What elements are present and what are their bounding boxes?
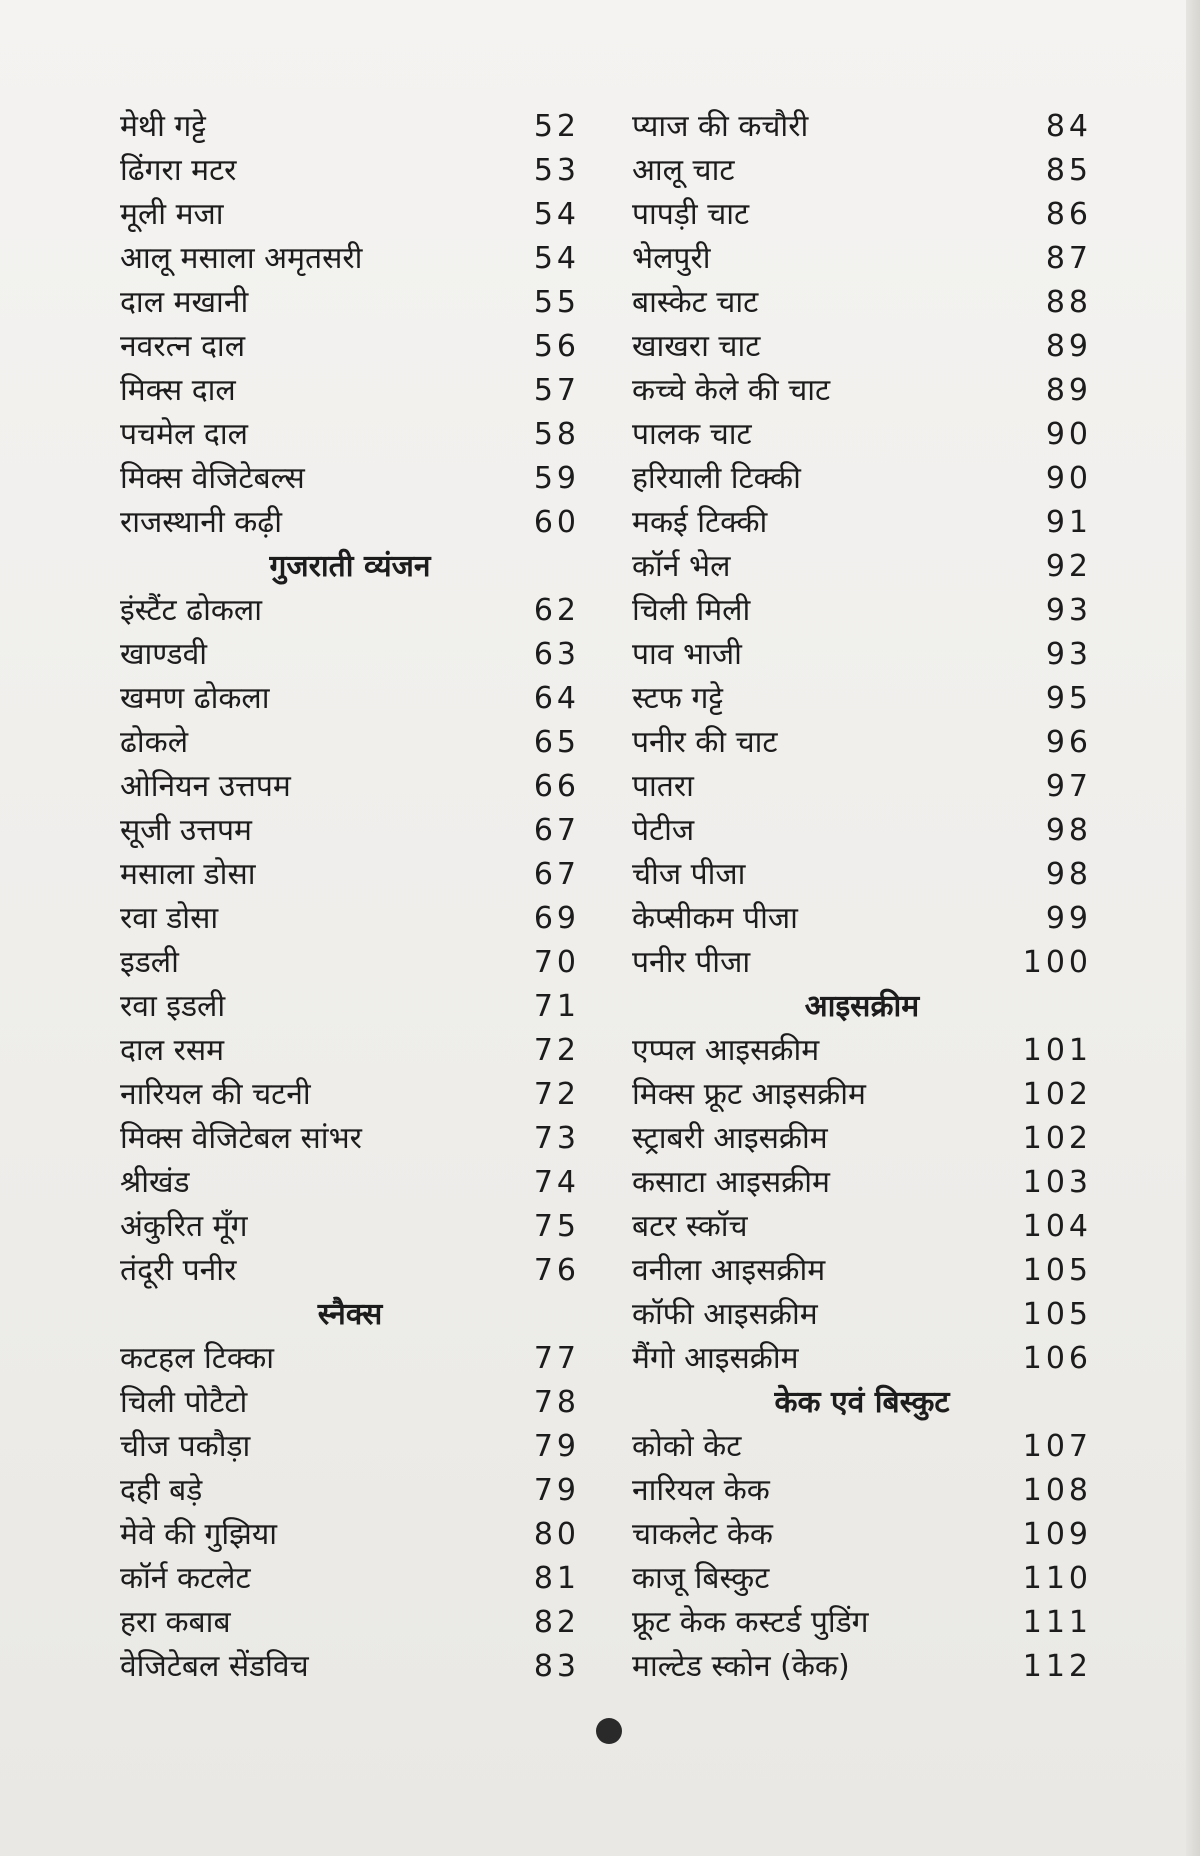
recipe-name: कसाटा आइसक्रीम: [632, 1165, 830, 1200]
page-number: 81: [533, 1561, 580, 1596]
index-entry: [632, 941, 1092, 985]
page-number: 96: [1045, 725, 1092, 760]
recipe-name: दाल मखानी: [120, 285, 249, 320]
index-entry: [120, 941, 580, 985]
page-number: 82: [533, 1605, 580, 1640]
recipe-name: पापड़ी चाट: [632, 197, 750, 232]
index-entry: [120, 1337, 580, 1381]
page-number: 77: [533, 1341, 580, 1376]
recipe-name: चीज पकौड़ा: [120, 1429, 251, 1464]
page-number: 110: [1022, 1561, 1092, 1596]
index-entry: [120, 1117, 580, 1161]
recipe-name: नारियल केक: [632, 1473, 770, 1508]
index-entry: [120, 897, 580, 941]
page-number: 62: [533, 593, 580, 628]
page-number: 53: [533, 153, 580, 188]
index-entry: [632, 1205, 1092, 1249]
recipe-name: कॉर्न भेल: [632, 549, 731, 584]
page-number: 95: [1045, 681, 1092, 716]
recipe-name: मिक्स वेजिटेबल सांभर: [120, 1121, 362, 1156]
page-number: 54: [533, 241, 580, 276]
page-number: 88: [1045, 285, 1092, 320]
index-entry: [632, 1249, 1092, 1293]
recipe-name: पचमेल दाल: [120, 417, 248, 452]
recipe-name: आलू चाट: [632, 153, 735, 188]
index-entry: [120, 105, 580, 149]
page-number: 91: [1045, 505, 1092, 540]
recipe-name: दाल रसम: [120, 1033, 225, 1068]
recipe-name: मकई टिक्की: [632, 505, 768, 540]
index-entry: [632, 1513, 1092, 1557]
index-entry: [632, 105, 1092, 149]
page-number: 99: [1045, 901, 1092, 936]
index-entry: [632, 1557, 1092, 1601]
recipe-name: एप्पल आइसक्रीम: [632, 1033, 820, 1068]
index-entry: [120, 1161, 580, 1205]
recipe-name: बटर स्कॉच: [632, 1209, 748, 1244]
page-number: 93: [1045, 637, 1092, 672]
recipe-name: इंस्टैंट ढोकला: [120, 593, 262, 628]
page-number: 57: [533, 373, 580, 408]
page-number: 75: [533, 1209, 580, 1244]
index-entry: [632, 1029, 1092, 1073]
page-number: 78: [533, 1385, 580, 1420]
left-index-column: [120, 105, 580, 1689]
index-entry: [120, 1513, 580, 1557]
index-entry: [632, 633, 1092, 677]
recipe-name: इडली: [120, 945, 179, 980]
index-entry: [120, 1073, 580, 1117]
index-entry: [120, 589, 580, 633]
page-number: 67: [533, 857, 580, 892]
page-number: 104: [1022, 1209, 1092, 1244]
index-entry: [632, 413, 1092, 457]
right-index-column: [632, 105, 1092, 1689]
index-entry: [120, 677, 580, 721]
recipe-name: पालक चाट: [632, 417, 752, 452]
page-number: 56: [533, 329, 580, 364]
recipe-name: आलू मसाला अमृतसरी: [120, 241, 363, 276]
recipe-name: खाण्डवी: [120, 637, 208, 672]
recipe-name: दही बड़े: [120, 1473, 203, 1508]
page-number: 63: [533, 637, 580, 672]
page-number: 79: [533, 1429, 580, 1464]
index-entry: [632, 1117, 1092, 1161]
index-entry: [120, 1557, 580, 1601]
index-entry: [632, 721, 1092, 765]
index-entry: [120, 149, 580, 193]
index-entry: [632, 1161, 1092, 1205]
recipe-name: अंकुरित मूँग: [120, 1209, 248, 1244]
recipe-name: कोको केट: [632, 1429, 742, 1464]
recipe-name: माल्टेड स्कोन (केक): [632, 1649, 850, 1684]
index-entry: [120, 1601, 580, 1645]
index-entry: [632, 897, 1092, 941]
page-number: 101: [1022, 1033, 1092, 1068]
index-entry: [120, 1469, 580, 1513]
recipe-name: ढोकले: [120, 725, 189, 760]
index-entry: [632, 853, 1092, 897]
page-number: 109: [1022, 1517, 1092, 1552]
page-number: 65: [533, 725, 580, 760]
index-entry: [120, 985, 580, 1029]
page-number: 60: [533, 505, 580, 540]
page-number: 83: [533, 1649, 580, 1684]
recipe-name: पनीर की चाट: [632, 725, 778, 760]
index-entry: [632, 765, 1092, 809]
page-number: 106: [1022, 1341, 1092, 1376]
page-number: 98: [1045, 857, 1092, 892]
index-entry: [632, 589, 1092, 633]
index-entry: [632, 545, 1092, 589]
page-number: 64: [533, 681, 580, 716]
index-entry: [632, 1425, 1092, 1469]
index-entry: [120, 1205, 580, 1249]
recipe-name: मेथी गट्टे: [120, 109, 206, 144]
recipe-name: मिक्स वेजिटेबल्स: [120, 461, 305, 496]
index-entry: [632, 237, 1092, 281]
page-number: 100: [1022, 945, 1092, 980]
recipe-name: केप्सीकम पीजा: [632, 901, 798, 936]
index-entry: [120, 1425, 580, 1469]
page-number: 105: [1022, 1253, 1092, 1288]
page-edge: [1186, 0, 1200, 1856]
index-entry: [632, 193, 1092, 237]
index-entry: [120, 633, 580, 677]
page-number-mark: [596, 1718, 622, 1744]
page-number: 102: [1022, 1121, 1092, 1156]
recipe-name: प्याज की कचौरी: [632, 109, 809, 144]
recipe-name: नारियल की चटनी: [120, 1077, 311, 1112]
index-entry: [632, 369, 1092, 413]
page-number: 66: [533, 769, 580, 804]
recipe-name: मेवे की गुझिया: [120, 1517, 278, 1552]
recipe-name: वनीला आइसक्रीम: [632, 1253, 826, 1288]
index-entry: [120, 1381, 580, 1425]
page-number: 71: [533, 989, 580, 1024]
page-number: 89: [1045, 373, 1092, 408]
recipe-name: कटहल टिक्का: [120, 1341, 275, 1376]
recipe-name: चिली मिली: [632, 593, 751, 628]
recipe-name: तंदूरी पनीर: [120, 1253, 237, 1288]
index-entry: [632, 501, 1092, 545]
index-entry: [120, 853, 580, 897]
page-number: 55: [533, 285, 580, 320]
recipe-name: रवा डोसा: [120, 901, 219, 936]
section-heading: स्नैक्स: [317, 1297, 383, 1332]
page-number: 73: [533, 1121, 580, 1156]
page-number: 70: [533, 945, 580, 980]
index-entry: [120, 369, 580, 413]
recipe-name: पातरा: [632, 769, 694, 804]
page-number: 103: [1022, 1165, 1092, 1200]
page-number: 86: [1045, 197, 1092, 232]
recipe-name: हरा कबाब: [120, 1605, 231, 1640]
page-number: 111: [1022, 1605, 1092, 1640]
recipe-name: कॉर्न कटलेट: [120, 1561, 251, 1596]
recipe-name: वेजिटेबल सेंडविच: [120, 1649, 309, 1684]
recipe-name: मसाला डोसा: [120, 857, 256, 892]
recipe-name: ओनियन उत्तपम: [120, 769, 291, 804]
page-number: 69: [533, 901, 580, 936]
recipe-name: नवरत्न दाल: [120, 329, 246, 364]
recipe-name: भेलपुरी: [632, 241, 711, 276]
index-entry: [120, 1249, 580, 1293]
page-number: 84: [1045, 109, 1092, 144]
page-number: 107: [1022, 1429, 1092, 1464]
page-number: 112: [1022, 1649, 1092, 1684]
page-number: 105: [1022, 1297, 1092, 1332]
page-number: 74: [533, 1165, 580, 1200]
recipe-name: चीज पीजा: [632, 857, 746, 892]
page-number: 102: [1022, 1077, 1092, 1112]
recipe-name: काजू बिस्कुट: [632, 1561, 770, 1596]
index-entry: [632, 1645, 1092, 1689]
index-entry: [632, 677, 1092, 721]
recipe-name: सूजी उत्तपम: [120, 813, 252, 848]
index-entry: [120, 413, 580, 457]
index-entry: [120, 721, 580, 765]
page-number: 90: [1045, 461, 1092, 496]
page-number: 108: [1022, 1473, 1092, 1508]
recipe-name: ढिंगरा मटर: [120, 153, 237, 188]
index-entry: [632, 1337, 1092, 1381]
page-number: 76: [533, 1253, 580, 1288]
page-number: 90: [1045, 417, 1092, 452]
index-entry: [120, 501, 580, 545]
index-entry: [120, 237, 580, 281]
recipe-name: राजस्थानी कढ़ी: [120, 505, 282, 540]
index-entry: [120, 325, 580, 369]
index-entry: [120, 1645, 580, 1689]
page-number: 59: [533, 461, 580, 496]
page-number: 85: [1045, 153, 1092, 188]
recipe-name: खमण ढोकला: [120, 681, 270, 716]
index-entry: [120, 809, 580, 853]
page-number: 79: [533, 1473, 580, 1508]
recipe-name: रवा इडली: [120, 989, 226, 1024]
recipe-name: चिली पोटैटो: [120, 1385, 248, 1420]
page-number: 92: [1045, 549, 1092, 584]
index-entry: [632, 1469, 1092, 1513]
index-entry: [632, 281, 1092, 325]
recipe-name: चाकलेट केक: [632, 1517, 773, 1552]
index-entry: [120, 281, 580, 325]
index-entry: [632, 809, 1092, 853]
page-number: 97: [1045, 769, 1092, 804]
index-entry: [120, 1029, 580, 1073]
index-entry: [632, 1293, 1092, 1337]
page-number: 93: [1045, 593, 1092, 628]
page-number: 67: [533, 813, 580, 848]
index-entry: [632, 325, 1092, 369]
page-number: 80: [533, 1517, 580, 1552]
recipe-name: हरियाली टिक्की: [632, 461, 801, 496]
page-number: 72: [533, 1077, 580, 1112]
page-number: 87: [1045, 241, 1092, 276]
index-entry: [632, 149, 1092, 193]
index-entry: [632, 1601, 1092, 1645]
page-number: 58: [533, 417, 580, 452]
page-number: 89: [1045, 329, 1092, 364]
recipe-name: पाव भाजी: [632, 637, 742, 672]
page-number: 54: [533, 197, 580, 232]
recipe-name: मिक्स फ्रूट आइसक्रीम: [632, 1077, 866, 1112]
index-entry: [120, 457, 580, 501]
recipe-name: मिक्स दाल: [120, 373, 236, 408]
page-number: 98: [1045, 813, 1092, 848]
recipe-name: बास्केट चाट: [632, 285, 759, 320]
page-number: 72: [533, 1033, 580, 1068]
index-entry: [120, 765, 580, 809]
recipe-name: स्ट्राबरी आइसक्रीम: [632, 1121, 828, 1156]
recipe-name: पनीर पीजा: [632, 945, 751, 980]
index-entry: [632, 457, 1092, 501]
recipe-name: श्रीखंड: [120, 1165, 190, 1200]
recipe-name: खाखरा चाट: [632, 329, 761, 364]
recipe-name: मैंगो आइसक्रीम: [632, 1341, 799, 1376]
page-number: 52: [533, 109, 580, 144]
recipe-name: पेटीज: [632, 813, 695, 848]
section-heading: गुजराती व्यंजन: [269, 549, 431, 584]
section-heading: केक एवं बिस्कुट: [774, 1385, 950, 1420]
section-heading: आइसक्रीम: [804, 989, 920, 1024]
index-entry: [120, 193, 580, 237]
recipe-name: स्टफ गट्टे: [632, 681, 724, 716]
recipe-name: कॉफी आइसक्रीम: [632, 1297, 818, 1332]
index-entry: [632, 1073, 1092, 1117]
recipe-name: फ्रूट केक कस्टर्ड पुडिंग: [632, 1605, 869, 1640]
recipe-name: मूली मजा: [120, 197, 224, 232]
recipe-name: कच्चे केले की चाट: [632, 373, 831, 408]
